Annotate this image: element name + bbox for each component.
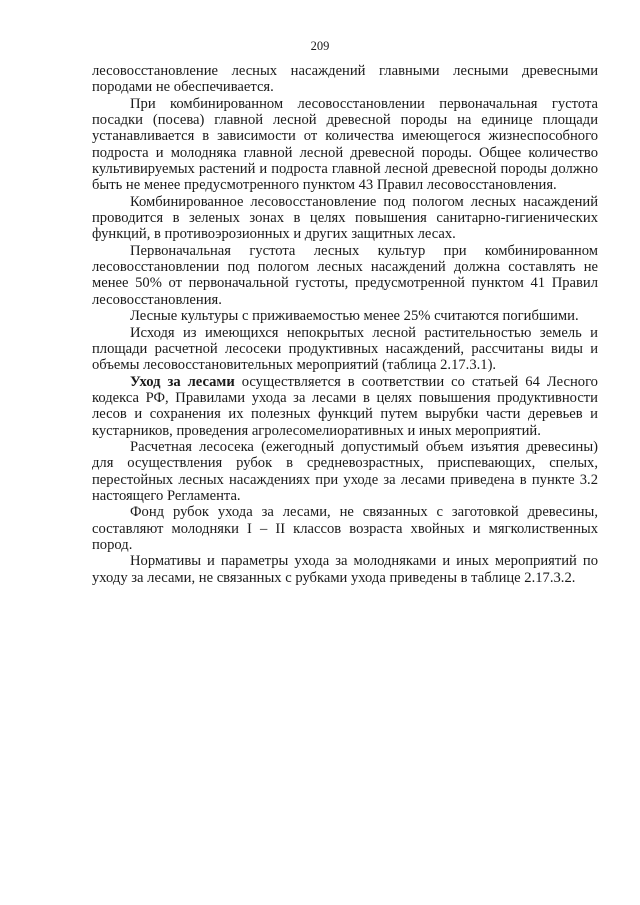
paragraph-forest-care [92,374,598,439]
paragraph-reforestation-volumes: Исходя из имеющихся непокрытых лесной растительностью земель и площади расчетной лесосеки продуктивных насаждений, рассчитаны виды и объемы лесовосстановительных мероприятий (таблица 2.17.3.1). [92,324,598,374]
paragraph-combined-reforestation-canopy: Комбинированное лесовосстановление под пологом лесных насаждений проводится в зеленых зонах в целях повышения санитарно-гигиенических функций, в противоэрозионных и других защитных лесах. [92,193,598,243]
paragraph-care-fund: Фонд рубок ухода за лесами, не связанных с заготовкой древесины, составляют молодняки I – II классов возраста хвойных и мягколиственных пород. [92,504,598,553]
paragraph-initial-density: Первоначальная густота лесных культур при комбинированном лесовосстановлении под пологом лесных насаждений должна составлять не менее 50% от первоначальной густоты, предусмотренной пунктом 41 Правил лесовосстановления. [92,242,598,308]
paragraph-estimated-cutting-area: Расчетная лесосека (ежегодный допустимый объем изъятия древесины) для осуществления рубок в средневозрастных, приспевающих, спелых, перестойных лесных насаждениях при уходе за лесами приведена в пункте 3.2 настоящего Регламента. [92,438,598,504]
forest-care-text: осуществляется в соответствии со статьей 64 Лесного кодекса РФ, Правилами ухода за лесами в целях повышения продуктивности лесов и сохранения их полезных функций путем вырубки части деревьев и кустарников, проведения агролесомелиоративных и иных мероприятий. [92,373,598,439]
paragraph-combined-reforestation-density: При комбинированном лесовосстановлении первоначальная густота посадки (посева) главной лесной древесной породы на единице площади устанавливается в зависимости от количества имеющегося жизнеспособного подроста и молодняка главной лесной древесной породы. Общее количество культивируемых растений и подроста главной лесной древесной породы должно быть не менее предусмотренного пунктом 43 Правил лесовосстановления. [92,95,598,194]
paragraph-care-norms: Нормативы и параметры ухода за молодняками и иных мероприятий по уходу за лесами, не связанных с рубками ухода приведены в таблице 2.17.3.2. [92,553,598,586]
page-number: 209 [310,39,330,53]
paragraph-continuation: лесовосстановление лесных насаждений главными лесными древесными породами не обеспечивается. [92,63,598,96]
paragraph-survival-rate: Лесные культуры с приживаемостью менее 25% считаются погибшими. [130,308,579,325]
forest-care-heading: Уход за лесами [130,373,235,390]
body-text [92,63,598,586]
